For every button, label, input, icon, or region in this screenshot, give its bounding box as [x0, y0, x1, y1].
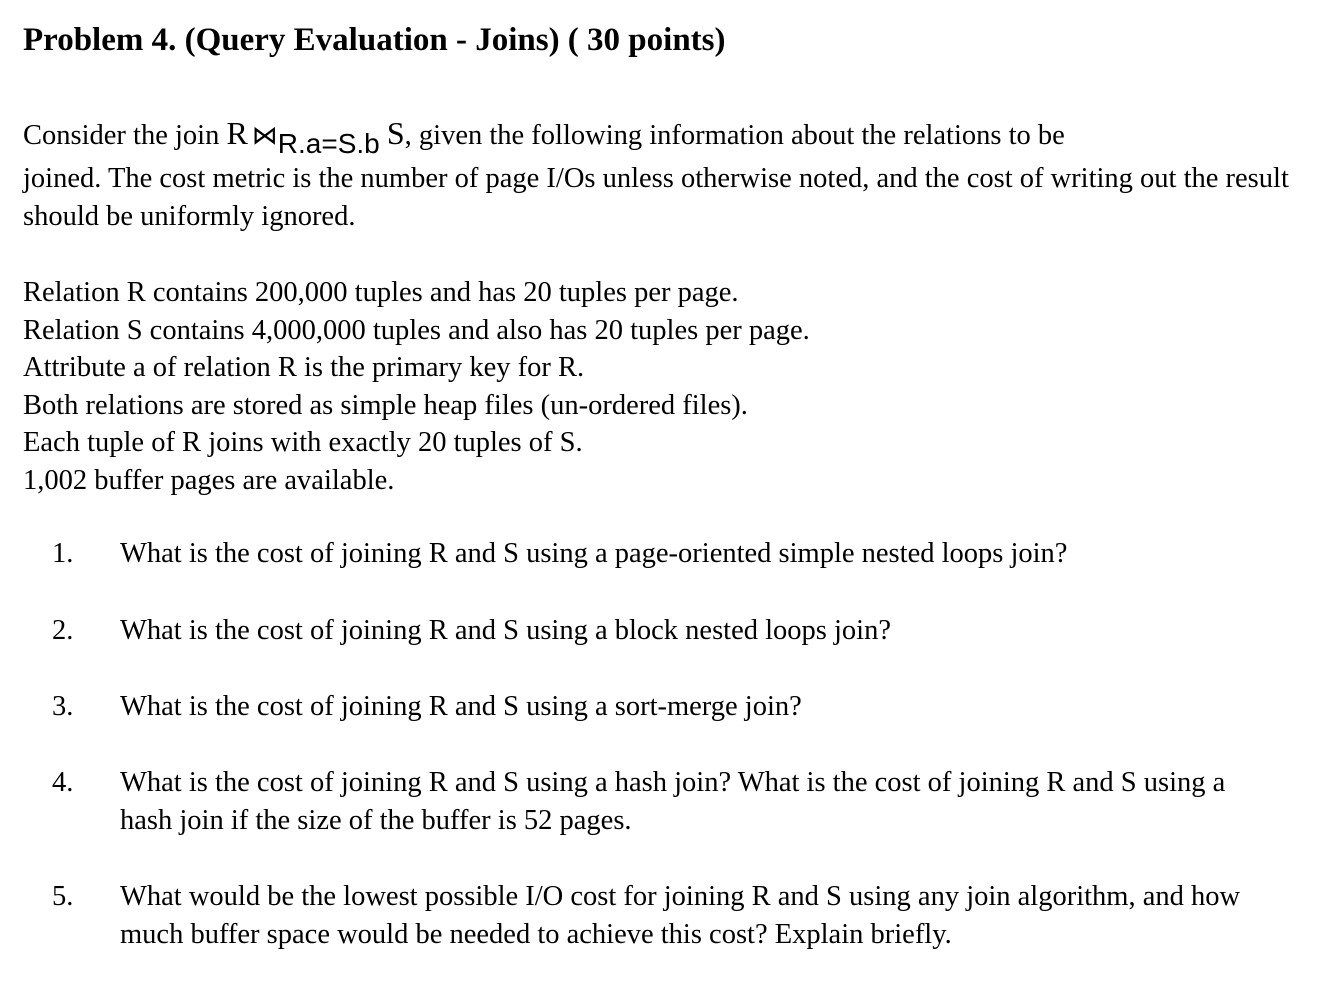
intro-suffix: , given the following information about the relations to be — [404, 120, 1065, 151]
fact-line: Attribute a of relation R is the primary key for R. — [23, 352, 585, 383]
fact-line: Relation R contains 200,000 tuples and has 20 tuples per page. — [23, 277, 739, 308]
fact-line: 1,002 buffer pages are available. — [23, 464, 395, 496]
join-condition: R.a=S.b — [277, 128, 380, 159]
question-text: What would be the lowest possible I/O cost for joining R and S using any join algorithm, and how much buffer space would be needed to achieve this cost? Explain briefly. — [120, 881, 1241, 950]
question-number: 5. — [52, 881, 74, 912]
intro-rest: joined. The cost metric is the number of page I/Os unless otherwise noted, and the cost of writing out the result should be uniformly ignored. — [23, 163, 1289, 232]
question-text: What is the cost of joining R and S using a page-oriented simple nested loops join? — [120, 538, 1068, 569]
fact-line: Each tuple of R joins with exactly 20 tuples of S. — [23, 427, 583, 458]
relation-facts — [23, 274, 810, 499]
intro-first-line — [23, 114, 1313, 160]
fact-line: Both relations are stored as simple heap files (un-ordered files). — [23, 389, 748, 421]
question-number: 3. — [52, 691, 74, 722]
question-number: 4. — [52, 767, 74, 798]
relation-s: S — [386, 115, 405, 151]
question-text: What is the cost of joining R and S using a sort-merge join? — [120, 691, 802, 722]
relation-r: R — [226, 115, 248, 151]
join-symbol: ⋈ — [251, 121, 278, 151]
question-number: 1. — [52, 538, 74, 569]
question-text: What is the cost of joining R and S using a block nested loops join? — [120, 615, 891, 646]
problem-title: Problem 4. (Query Evaluation - Joins) ( 30 points) — [23, 22, 726, 58]
question-number: 2. — [52, 615, 74, 646]
question-text: What is the cost of joining R and S using a hash join? What is the cost of joining R and S using a hash join if the size of the buffer is 52 pages. — [120, 767, 1226, 836]
intro-paragraph — [23, 114, 1313, 236]
fact-line: Relation S contains 4,000,000 tuples and also has 20 tuples per page. — [23, 314, 810, 346]
intro-prefix: Consider the join — [23, 120, 227, 151]
